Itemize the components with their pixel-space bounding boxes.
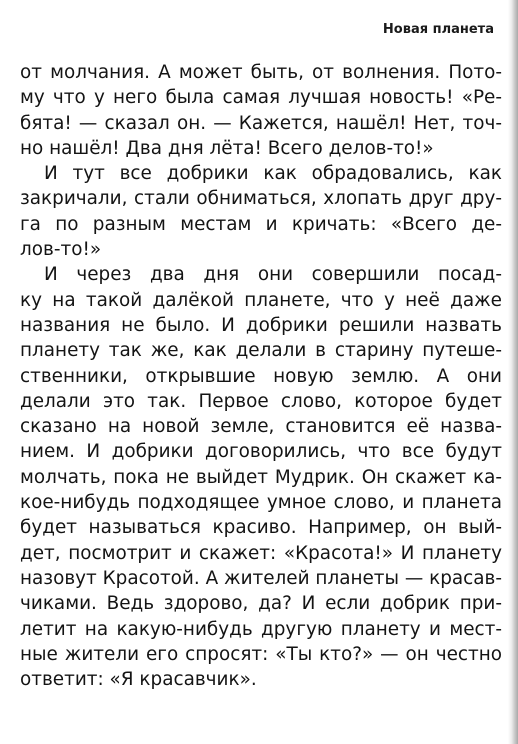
text-line: молчать, пока не выйдет Мудрик. Он скажет ка-	[20, 466, 502, 488]
text-line: сказано на новой земле, становится её назва-	[20, 416, 502, 438]
text-line: И через два дня они совершили посад-	[44, 264, 502, 286]
text-line: нием. И добрики договорились, что все будут	[20, 441, 502, 463]
body-text	[20, 60, 502, 692]
text-line: назовут Красотой. А жителей планеты — красав-	[20, 567, 503, 589]
text-line: ные жители его спросят: «Ты кто?» — он честно	[20, 643, 502, 665]
text-line: но нашёл! Два дня лёта! Всего делов-то!»	[20, 137, 434, 159]
text-line: ку на такой далёкой планете, что у неё даже	[20, 289, 502, 311]
text-line: ственники, открывшие новую землю. А они	[20, 365, 502, 387]
text-line: названия не было. И добрики решили назвать	[20, 314, 502, 336]
text-line: га по разным местам и кричать: «Всего де-	[20, 213, 502, 235]
text-line: му что у него была самая лучшая новость! «Ре-	[20, 87, 502, 109]
running-title: Новая планета	[382, 22, 494, 37]
text-line: лов-то!»	[20, 239, 102, 261]
text-line: от молчания. А может быть, от волнения. Пото-	[20, 62, 502, 83]
paragraph	[20, 262, 502, 692]
paragraph	[20, 161, 502, 262]
text-line: кое-нибудь подходящее умное слово, и планета	[20, 492, 502, 514]
text-line: будет называться красиво. Например, он вый-	[20, 517, 502, 539]
text-line: чиками. Ведь здорово, да? И если добрик при-	[20, 593, 502, 615]
text-line: бята! — сказал он. — Кажется, нашёл! Нет, точ-	[20, 112, 502, 134]
page-edge-shadow	[508, 0, 518, 744]
text-line: делали это так. Первое слово, которое будет	[20, 390, 502, 412]
text-line: закричали, стали обниматься, хлопать друг дру-	[20, 188, 502, 210]
paragraph	[20, 60, 502, 161]
text-line: дет, посмотрит и скажет: «Красота!» И планету	[20, 542, 502, 564]
text-line: летит на какую-нибудь другую планету и мест-	[20, 618, 502, 640]
text-line: планету так же, как делали в старину путеше-	[20, 340, 502, 362]
text-line: И тут все добрики как обрадовались, как	[44, 163, 502, 185]
text-line: ответит: «Я красавчик».	[20, 669, 257, 691]
